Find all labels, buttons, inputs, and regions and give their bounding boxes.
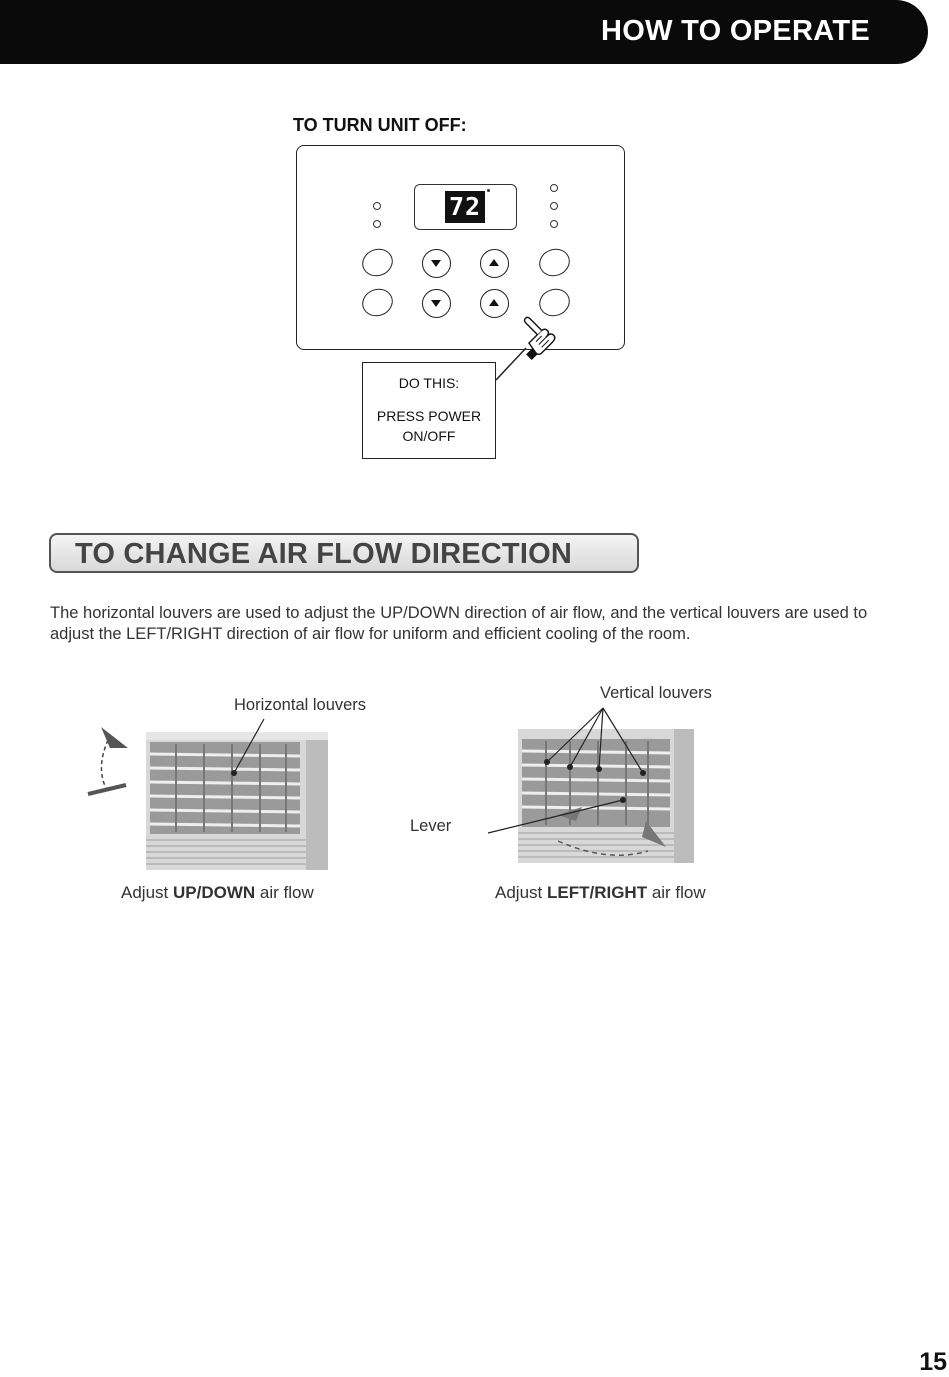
section-title: TO CHANGE AIR FLOW DIRECTION <box>75 538 572 570</box>
updown-caption <box>121 883 314 903</box>
airflow-description: The horizontal louvers are used to adjust the UP/DOWN direction of air flow, and the vertical louvers are used to adjust the LEFT/RIGHT direction of air flow for uniform and efficient cooling of the room. <box>50 604 868 643</box>
caption-emphasis: LEFT/RIGHT <box>546 883 648 902</box>
callout-label: DO THIS: <box>398 375 460 391</box>
lever-label: Lever <box>410 817 452 835</box>
leftright-caption <box>495 883 706 903</box>
horizontal-louvers-label: Horizontal louvers <box>234 696 367 714</box>
caption-prefix: Adjust <box>495 883 547 902</box>
callout-instruction: PRESS POWER ON/OFF <box>376 408 482 444</box>
page-number: 15 <box>919 1348 947 1376</box>
caption-emphasis: UP/DOWN <box>172 883 256 902</box>
vertical-louvers-label: Vertical louvers <box>600 684 712 702</box>
display-readout: 72 <box>445 191 485 223</box>
caption-prefix: Adjust <box>121 883 173 902</box>
page-title: HOW TO OPERATE <box>601 15 870 47</box>
caption-suffix: air flow <box>255 883 314 902</box>
caption-suffix: air flow <box>647 883 706 902</box>
turn-off-heading: TO TURN UNIT OFF: <box>293 115 467 135</box>
